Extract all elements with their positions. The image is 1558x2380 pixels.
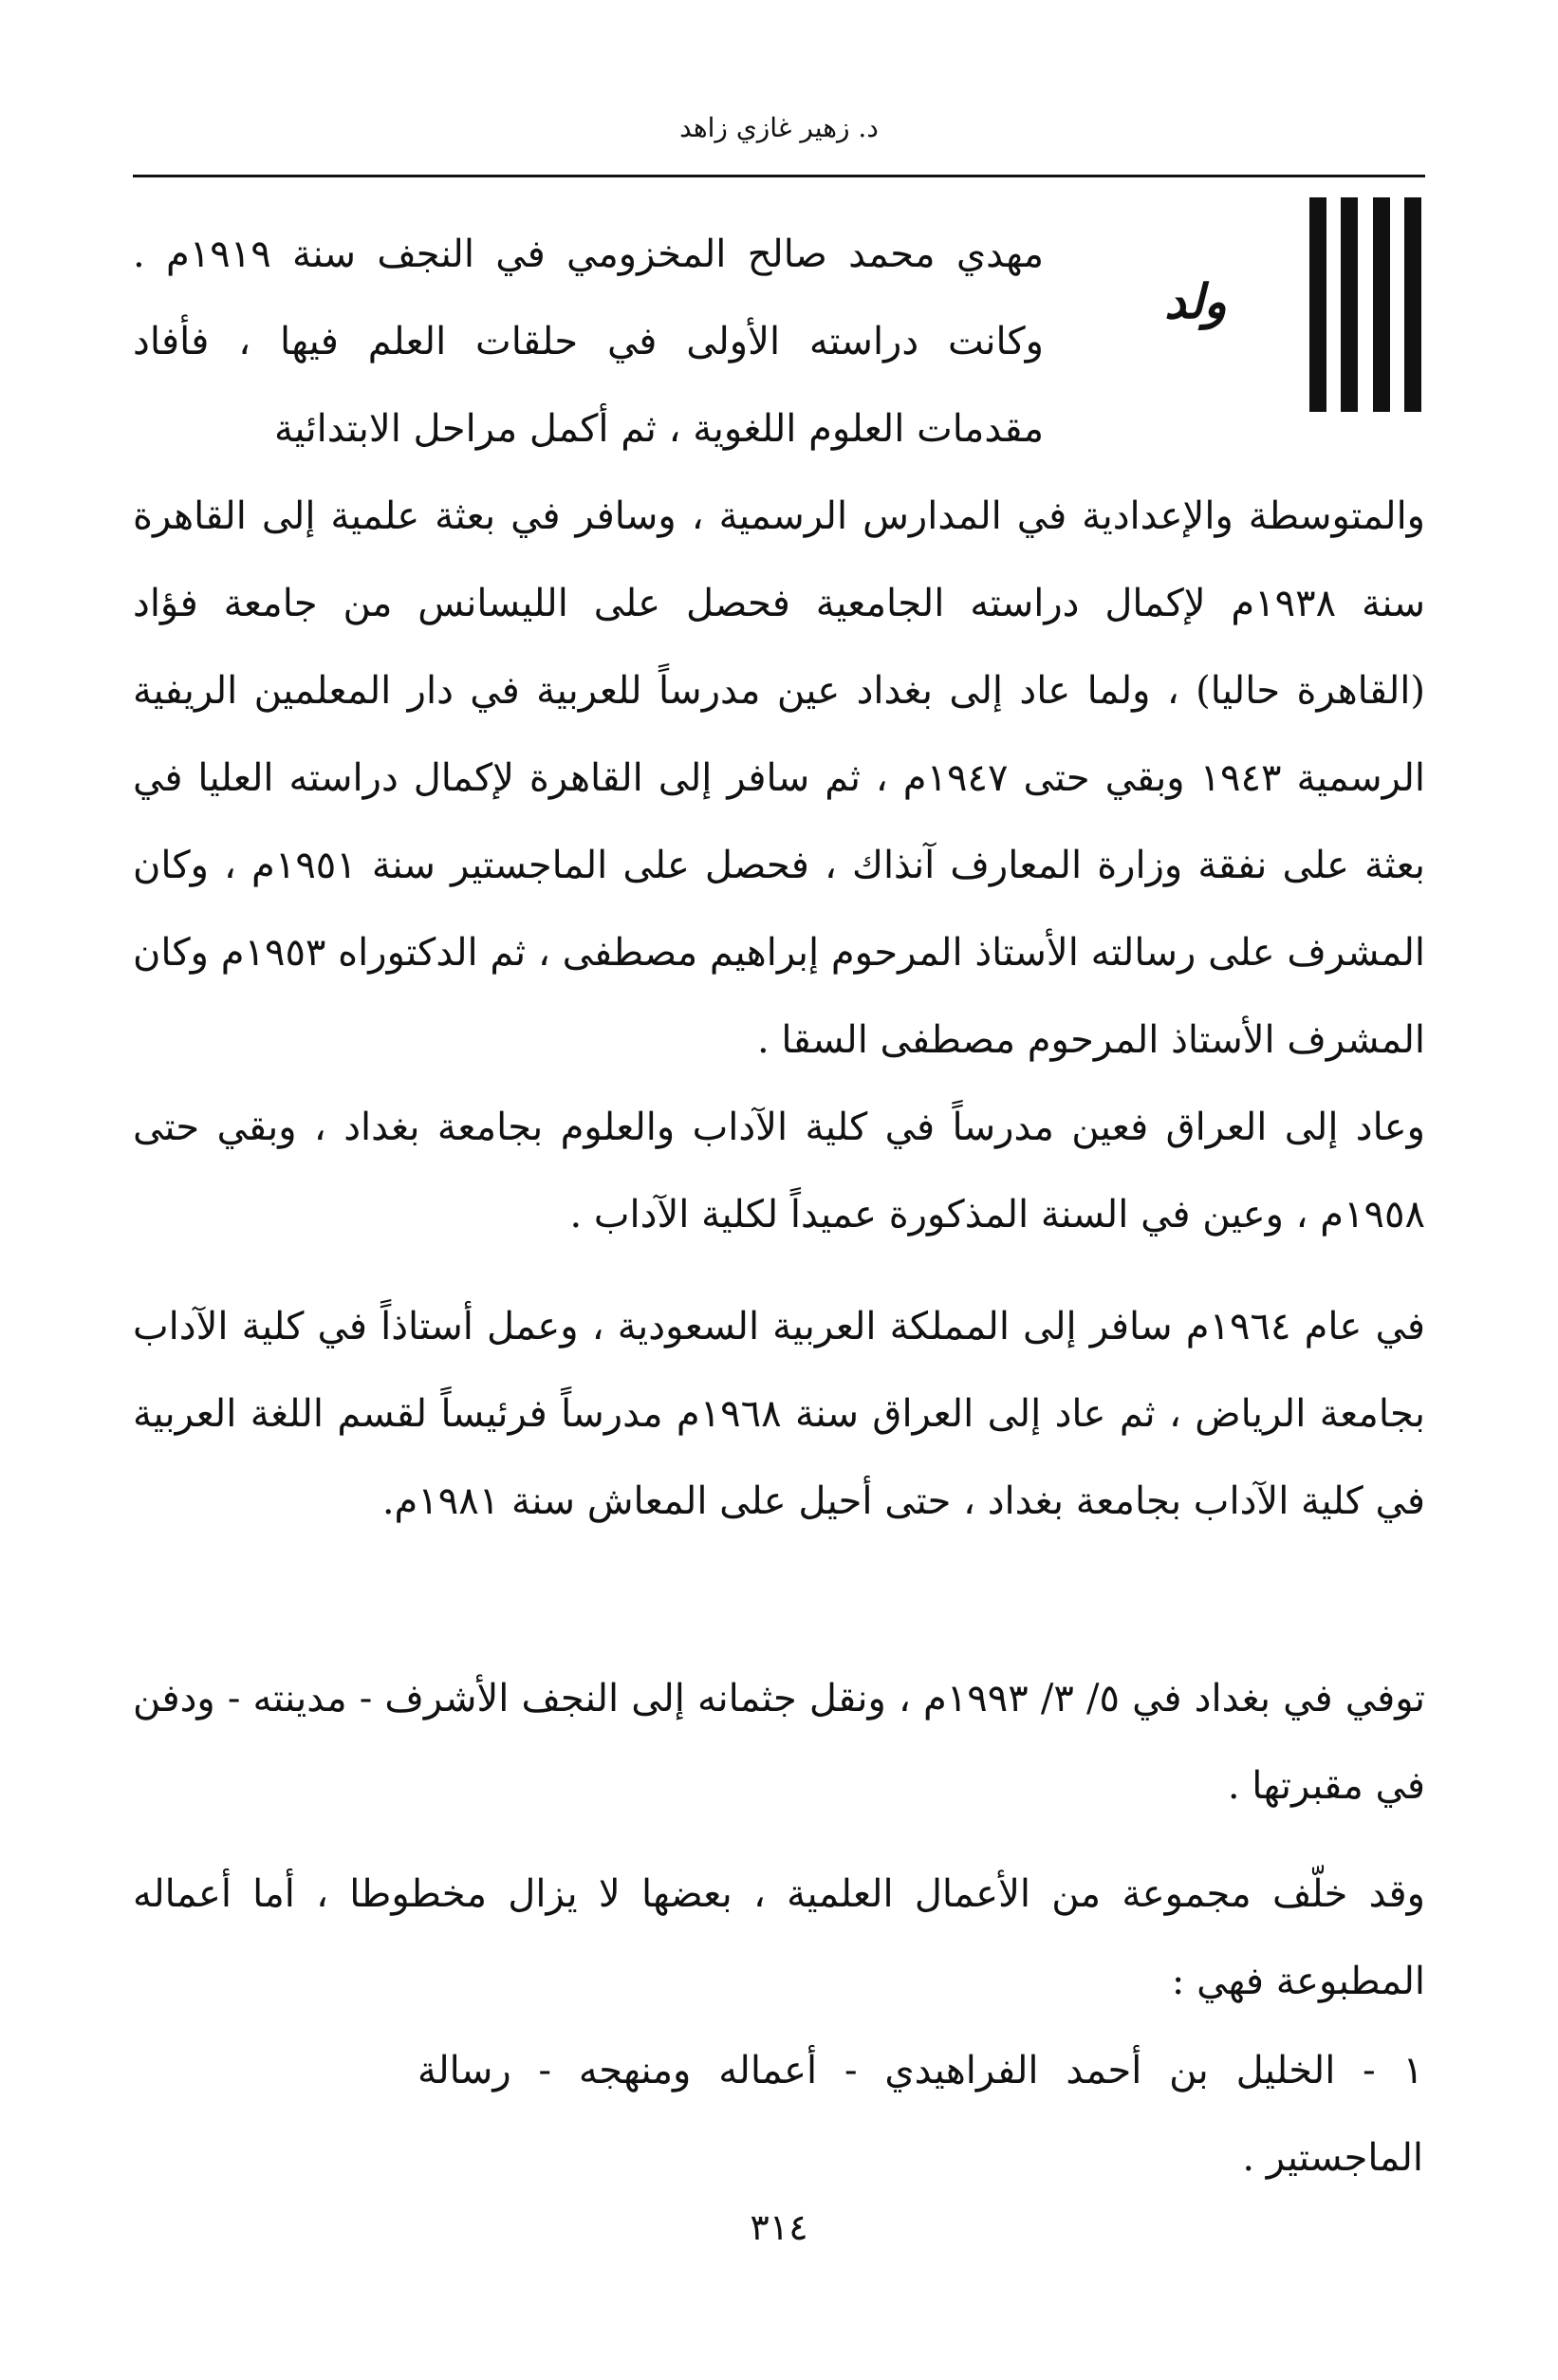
paragraph-1	[133, 473, 1425, 1084]
intro-paragraph: مهدي محمد صالح المخزومي في النجف سنة ١٩١٩م . وكانت دراسته الأولى في حلقات العلم فيها ، فأفاد مقدمات العلوم اللغوية ، ثم أكمل مراحل الابتدائية	[133, 232, 1044, 451]
list-item-1	[417, 2027, 1423, 2202]
decorative-bars	[1309, 197, 1421, 412]
page-number: ٣١٤	[750, 2206, 808, 2248]
decorative-bar	[1309, 197, 1326, 412]
decorative-bar	[1373, 197, 1390, 412]
header-rule	[133, 175, 1425, 177]
decorative-bar	[1404, 197, 1421, 412]
list-item-text: ١ - الخليل بن أحمد الفراهيدي - أعماله ومنهجه - رسالة الماجستير .	[417, 2049, 1423, 2180]
paragraph-5	[133, 1850, 1425, 2025]
running-header: د. زهير غازي زاهد	[679, 112, 879, 143]
paragraph-text: توفي في بغداد في ٥/ ٣/ ١٩٩٣م ، ونقل جثمانه إلى النجف الأشرف - مدينته - ودفن في مقبرتها .	[133, 1677, 1426, 1808]
paragraph-text: وعاد إلى العراق فعين مدرساً في كلية الآداب والعلوم بجامعة بغداد ، وبقي حتى ١٩٥٨م ، وعين في السنة المذكورة عميداً لكلية الآداب .	[133, 1106, 1425, 1236]
paragraph-4	[133, 1655, 1425, 1830]
paragraph-text: وقد خلّف مجموعة من الأعمال العلمية ، بعضها لا يزال مخطوطا ، أما أعماله المطبوعة فهي :	[133, 1872, 1425, 2003]
drop-word: ولد	[1164, 273, 1227, 329]
decorative-bar	[1341, 197, 1358, 412]
paragraph-text: والمتوسطة والإعدادية في المدارس الرسمية ، وسافر في بعثة علمية إلى القاهرة سنة ١٩٣٨م لإكمال دراسته الجامعية فحصل على الليسانس من جامعة فؤاد (القاهرة حاليا) ، ولما عاد إلى بغداد عين مدرساً للعربية في دار المعلمين الريفية الرسمية ١٩٤٣ وبقي حتى ١٩٤٧م ، ثم سافر إلى القاهرة لإكمال دراسته العليا في بعثة على نفقة وزارة المعارف آنذاك ، فحصل على الماجستير سنة ١٩٥١م ، وكان المشرف على رسالته الأستاذ المرحوم إبراهيم مصطفى ، ثم الدكتوراه ١٩٥٣م وكان المشرف الأستاذ المرحوم مصطفى السقا .	[133, 494, 1426, 1062]
paragraph-3	[133, 1283, 1425, 1545]
paragraph-2	[133, 1084, 1425, 1258]
paragraph-text: في عام ١٩٦٤م سافر إلى المملكة العربية السعودية ، وعمل أستاذاً في كلية الآداب بجامعة الرياض ، ثم عاد إلى العراق سنة ١٩٦٨م مدرساً فرئيساً لقسم اللغة العربية في كلية الآداب بجامعة بغداد ، حتى أحيل على المعاش سنة ١٩٨١م.	[133, 1305, 1426, 1523]
